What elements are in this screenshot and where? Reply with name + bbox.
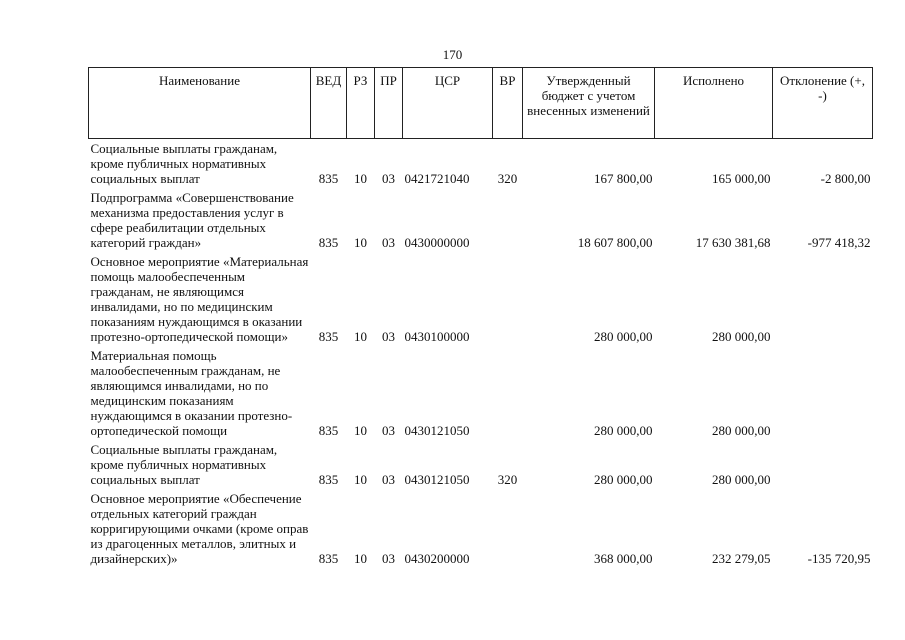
row-rz: 10 [354,235,367,250]
row-pr: 03 [382,551,395,566]
header-ved: ВЕД [311,68,347,139]
row-name: Основное мероприятие «Обеспечение отдельных категорий граждан корригирующими очками (кроме оправ из драгоценных металлов, элитных и дизайнерских)» [90,491,309,566]
row-csr: 0430000000 [404,235,470,250]
row-deviation: -2 800,00 [820,171,871,186]
row-csr: 0421721040 [404,171,470,186]
row-executed: 280 000,00 [712,423,771,438]
row-executed: 165 000,00 [712,171,771,186]
table-header [89,68,873,139]
row-deviation: -977 418,32 [807,235,871,250]
row-approved: 280 000,00 [594,423,653,438]
row-name: Социальные выплаты гражданам, кроме публичных нормативных социальных выплат [90,442,278,487]
header-csr: ЦСР [403,68,493,139]
row-approved: 280 000,00 [594,472,653,487]
header-deviation: Отклонение (+, -) [773,68,873,139]
row-rz: 10 [354,551,367,566]
row-pr: 03 [382,329,395,344]
row-name: Материальная помощь малообеспеченным гражданам, не являющимся инвалидами, но по медицинским показаниям нуждающимся в оказании протезно-ортопедической помощи [90,348,293,438]
row-deviation [773,252,873,346]
row-approved: 280 000,00 [594,329,653,344]
row-ved: 835 [318,551,339,566]
row-name: Социальные выплаты гражданам, кроме публичных нормативных социальных выплат [90,141,278,186]
row-vr: 320 [497,472,518,487]
row-vr [493,489,523,568]
row-approved: 167 800,00 [594,171,653,186]
header-approved: Утвержденный бюджет с учетом внесенных изменений [523,68,655,139]
row-ved: 835 [318,329,339,344]
header-rz: РЗ [347,68,375,139]
row-approved: 18 607 800,00 [577,235,653,250]
header-pr: ПР [375,68,403,139]
row-csr: 0430121050 [404,472,470,487]
row-name: Подпрограмма «Совершенствование механизма предоставления услуг в сфере реабилитации отдельных категорий граждан» [90,190,294,250]
row-ved: 835 [318,235,339,250]
row-deviation: -135 720,95 [807,551,871,566]
row-pr: 03 [382,171,395,186]
row-pr: 03 [382,472,395,487]
header-name: Наименование [89,68,311,139]
header-vr: ВР [493,68,523,139]
row-csr: 0430200000 [404,551,470,566]
row-deviation [773,346,873,440]
table-row [89,346,873,440]
table-body [89,139,873,569]
row-executed: 280 000,00 [712,472,771,487]
table-row [89,489,873,568]
budget-table [88,67,873,568]
row-pr: 03 [382,235,395,250]
row-vr [493,346,523,440]
header-executed: Исполнено [655,68,773,139]
row-vr [493,252,523,346]
table-row [89,188,873,252]
row-rz: 10 [354,472,367,487]
row-ved: 835 [318,171,339,186]
table-row [89,440,873,489]
row-approved: 368 000,00 [594,551,653,566]
row-csr: 0430121050 [404,423,470,438]
row-executed: 280 000,00 [712,329,771,344]
row-vr: 320 [497,171,518,186]
row-csr: 0430100000 [404,329,470,344]
row-executed: 17 630 381,68 [695,235,771,250]
row-ved: 835 [318,472,339,487]
row-vr [493,188,523,252]
table-row [89,139,873,189]
row-deviation [773,440,873,489]
row-ved: 835 [318,423,339,438]
row-rz: 10 [354,329,367,344]
row-rz: 10 [354,423,367,438]
table-row [89,252,873,346]
page-number: 170 [442,47,463,62]
row-pr: 03 [382,423,395,438]
row-executed: 232 279,05 [712,551,771,566]
row-rz: 10 [354,171,367,186]
row-name: Основное мероприятие «Материальная помощь малообеспеченным гражданам, не являющимся инвалидами, но по медицинским показаниям нуждающимся в оказании протезно-ортопедической помощи» [90,254,309,344]
